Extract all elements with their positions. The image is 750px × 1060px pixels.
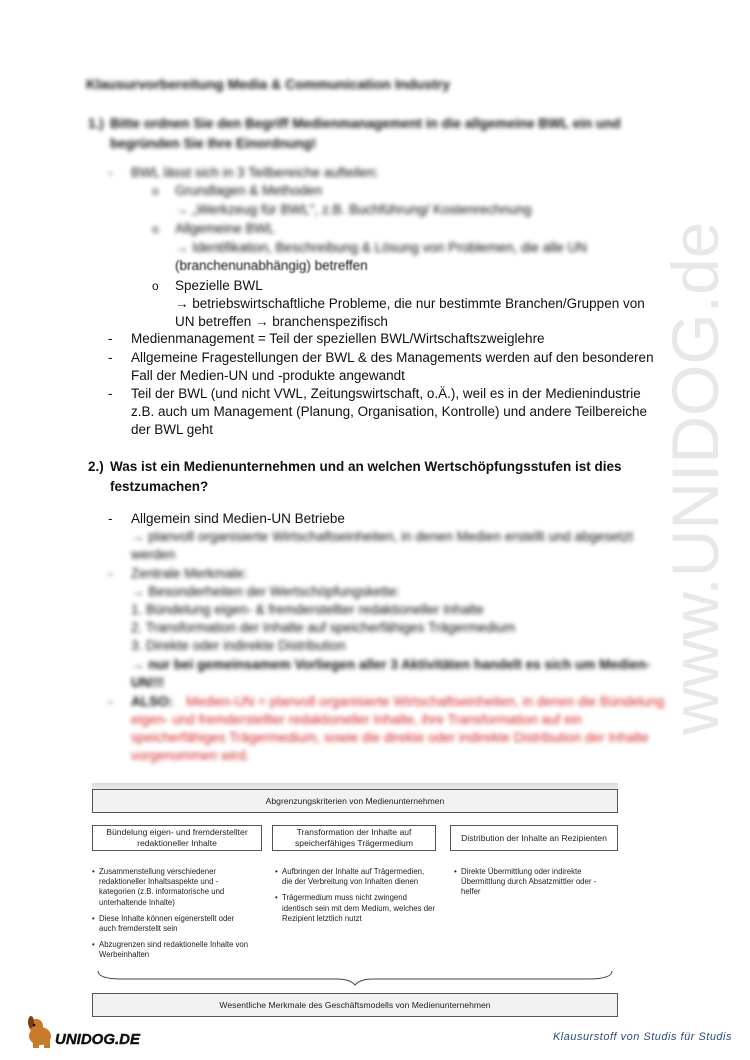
criteria-diagram <box>92 783 618 1023</box>
diagram-column-list <box>454 867 614 904</box>
answer-line: → planvoll organisierte Wirtschaftseinheiten, in denen Medien erstellt und abgesetzt <box>131 529 634 544</box>
answer-line: Allgemeine BWL <box>175 221 275 236</box>
dog-logo-icon <box>22 1012 162 1052</box>
unidog-logo <box>22 1012 162 1052</box>
footer-tagline: Klausurstoff von Studis für Studis <box>552 1031 732 1043</box>
answer-line: Zentrale Merkmale: <box>131 566 248 581</box>
answer-line: UN betreffen → branchenspezifisch <box>175 314 388 329</box>
circle-bullet: o <box>152 279 159 293</box>
answer-line: speicherfähiges Trägermedium, sowie die direkte oder indirekte Distribution der Inhalte <box>131 730 649 745</box>
answer-line: → Besonderheiten der Wertschöpfungskette: <box>131 584 401 599</box>
answer-line: vorgenommen wird. <box>131 748 250 763</box>
answer-line: Spezielle BWL <box>175 278 263 293</box>
answer-line: → betriebswirtschaftliche Probleme, die nur bestimmte Branchen/Gruppen von <box>175 296 645 311</box>
diagram-footer: Wesentliche Merkmale des Geschäftsmodells von Medienunternehmen <box>92 993 618 1017</box>
diagram-column-list <box>275 867 435 930</box>
question-number: 1.) <box>88 116 104 131</box>
brace-icon <box>92 969 618 987</box>
answer-line: 1. Bündelung eigen- & fremderstellter redaktioneller Inhalte <box>131 602 484 617</box>
answer-line: UN!!! <box>131 675 164 690</box>
diagram-column-list <box>92 867 252 967</box>
answer-line: der BWL geht <box>131 422 214 437</box>
circle-bullet: o <box>152 222 159 236</box>
question-text: Bitte ordnen Sie den Begriff Medienmanagement in die allgemeine BWL ein und begründen Sie Ihre Einordnung! <box>110 116 621 151</box>
answer-line: 2. Transformation der Inhalte auf speicherfähiges Trägermedium <box>131 620 516 635</box>
answer-line: 3. Direkte oder indirekte Distribution <box>131 638 346 653</box>
answer-line: Allgemeine Fragestellungen der BWL & des Managements werden auf den besonderen <box>131 350 654 365</box>
dash-bullet: - <box>108 350 113 365</box>
answer-line: (branchenunabhängig) betreffen <box>175 258 368 273</box>
diagram-column-title: Bündelung eigen- und fremderstellter redaktioneller Inhalte <box>92 825 262 851</box>
answer-line: → nur bei gemeinsamem Vorliegen aller 3 Aktivitäten handelt es sich um Medien- <box>131 657 651 672</box>
answer-label: ALSO: <box>131 694 173 709</box>
list-item: • Direkte Übermittlung oder indirekte Übermittlung durch Absatzmittler oder -helfer <box>454 867 614 898</box>
question-text: Was ist ein Medienunternehmen und an welchen Wertschöpfungsstufen ist dies festzumachen? <box>110 459 622 494</box>
list-item: • Diese Inhalte können eigenerstellt oder auch fremderstellt sein <box>92 914 252 934</box>
list-item: • Aufbringen der Inhalte auf Trägermedien, die der Verbreitung von Inhalten dienen <box>275 867 435 887</box>
dash-bullet: - <box>108 386 113 401</box>
answer-line: BWL lässt sich in 3 Teilbereiche aufteilen: <box>131 165 379 180</box>
answer-line: Allgemein sind Medien-UN Betriebe <box>131 511 345 526</box>
logo-text: UNIDOG.DE <box>55 1031 141 1048</box>
question-2 <box>88 457 648 501</box>
circle-bullet: o <box>152 184 159 198</box>
dash-bullet: - <box>108 694 113 709</box>
watermark: www.UNIDOG.de <box>658 221 732 735</box>
answer-line: Teil der BWL (und nicht VWL, Zeitungswirtschaft, o.Ä.), weil es in der Medienindustrie <box>131 386 641 401</box>
diagram-column-title: Transformation der Inhalte auf speicherfähiges Trägermedium <box>272 825 436 851</box>
answer-line: Fall der Medien-UN und -produkte angewandt <box>131 368 405 383</box>
answer-line: z.B. auch um Management (Planung, Organisation, Kontrolle) und andere Teilbereiche <box>131 404 648 419</box>
dash-bullet: - <box>108 331 113 346</box>
diagram-column-title: Distribution der Inhalte an Rezipienten <box>450 825 618 851</box>
answer-line: → „Werkzeug für BWL", z.B. Buchführung/ Kostenrechnung <box>175 202 532 217</box>
answer-line: werden <box>131 547 176 562</box>
dash-bullet: - <box>108 165 113 180</box>
list-item: • Trägermedium muss nicht zwingend identisch sein mit dem Medium, welches der Rezipient letztlich nutzt <box>275 893 435 924</box>
diagram-header: Abgrenzungskriterien von Medienunternehmen <box>92 789 618 813</box>
answer-line: Grundlagen & Methoden <box>175 183 323 198</box>
answer-line: Medien-UN = planvoll organisierte Wirtschaftseinheiten, in denen die Bündelung <box>186 694 665 709</box>
dash-bullet: - <box>108 566 113 581</box>
document-title: Klausurvorbereitung Media & Communication Industry <box>86 76 451 92</box>
answer-line: Medienmanagement = Teil der speziellen BWL/Wirtschaftszweiglehre <box>131 331 545 346</box>
question-number: 2.) <box>88 459 104 474</box>
answer-line: eigen- und fremderstellter redaktioneller Inhalte, ihre Transformation auf ein <box>131 712 582 727</box>
answer-line: → Identifikation, Beschreibung & Lösung von Problemen, die alle UN <box>175 240 587 255</box>
list-item: • Abzugrenzen sind redaktionelle Inhalte von Werbeinhalten <box>92 940 252 960</box>
list-item: • Zusammenstellung verschiedener redaktioneller Inhaltsaspekte und -kategorien (z.B. informatorische und unterhaltende Inhalte) <box>92 867 252 908</box>
dash-bullet: - <box>108 511 113 526</box>
